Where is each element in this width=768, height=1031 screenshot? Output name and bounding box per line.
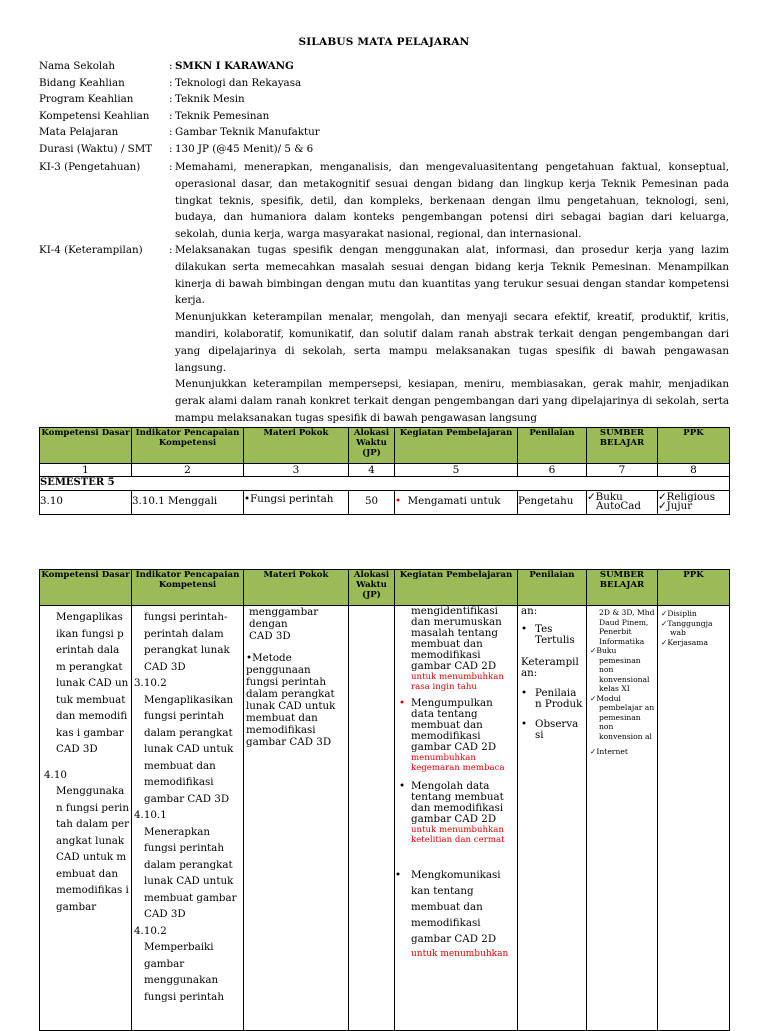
info-value: 130 JP (@45 Menit)/ 5 & 6 (175, 142, 314, 155)
col-number: 5 (395, 464, 518, 477)
info-label: Mata Pelajaran (39, 126, 119, 139)
info-label: Program Keahlian (39, 93, 134, 106)
header-materi: Materi Pokok (244, 428, 349, 464)
info-value: Teknik Mesin (175, 93, 245, 106)
penilaian-cell: Pengetahu (518, 491, 587, 515)
header-kegiatan: Kegiatan Pembelajaran (395, 428, 518, 464)
info-row: Bidang Keahlian : Teknologi dan Rekayasa (39, 75, 729, 92)
col-number: 2 (132, 464, 244, 477)
info-label: Durasi (Waktu) / SMT (39, 142, 153, 155)
penilaian-cell: an: • Tes Tertulis Keterampil an: • Penilaia n Produk • Observa si (518, 606, 587, 1031)
page-title: SILABUS MATA PELAJARAN (298, 36, 470, 48)
info-value: Teknologi dan Rekayasa (175, 76, 302, 89)
sumber-cell: 2D & 3D, Mhd Daud Pinem, Penerbit Informatika ✓ Buku pemesinan non konvensional kelas XI ✓ Modul pembelajar an pemesinan non konvension al ✓ Internet (587, 606, 658, 1031)
info-row: Mata Pelajaran : Gambar Teknik Manufaktur (39, 124, 729, 141)
header-kd: Kompetensi Dasar (40, 570, 132, 606)
col-number: 4 (349, 464, 395, 477)
ki4-label: KI-4 (Keterampilan) (39, 244, 143, 256)
info-label: Bidang Keahlian (39, 76, 125, 89)
col-number: 7 (587, 464, 658, 477)
header-ppk: PPK (658, 428, 730, 464)
col-number: 3 (244, 464, 349, 477)
ki3-block: KI-3 (Pengetahuan) : Memahami, menerapkan, menganalisis, dan mengevaluasitentang pengetahuan faktual, konseptual, operasional dasar, dan metakognitif sesuai dengan bidang dan lingkup kerja Teknik Pemesinan pada tingkat teknis, spesifik, detil, dan kompleks, berkenaan dengan ilmu pengetahuan, teknologi, seni, budaya, dan humaniora dalam konteks pengembangan potensi diri sebagai bagian dari keluarga, sekolah, dunia kerja, warga masyarakat nasional, regional, dan internasional. (39, 159, 729, 243)
alokasi-cell (349, 606, 395, 1031)
ki4-paragraph-1: Melaksanakan tugas spesifik dengan menggunakan alat, informasi, dan prosedur kerja yang lazim dilakukan serta memecahkan masalah sesuai dengan bidang kerja Teknik Pemesinan. Menampilkan kinerja di bawah bimbingan dengan mutu dan kuantitas yang terukur sesuai dengan standar kompetensi kerja. (175, 244, 729, 307)
info-value: SMKN I KARAWANG (175, 60, 294, 72)
ki4-paragraph-3: Menunjukkan keterampilan mempersepsi, kesiapan, meniru, membiasakan, gerak mahir, menjadikan gerak alami dalam ranah konkret terkait dengan pengembangan dari yang dipelajarinya di sekolah, serta mampu melaksanakan tugas spesifik di bawah pengawasan langsung (175, 378, 729, 424)
kd-cell: Mengaplikas ikan fungsi perintah dalam perangkat lunak CAD untuk membuat dan memodifikas i gambar CAD 3D 4.10 Menggunaka n fungsi perintah dalam perangkat lunak CAD untuk membuat dan memodifikas i gambar (40, 606, 132, 1031)
kd-cell: 3.10 (40, 491, 132, 515)
semester-label: SEMESTER 5 (40, 477, 730, 491)
col-number: 8 (658, 464, 730, 477)
header-sumber: SUMBER BELAJAR (587, 570, 658, 606)
ki3-label: KI-3 (Pengetahuan) (39, 161, 141, 173)
header-ipk: Indikator Pencapaian Kompetensi (132, 428, 244, 464)
info-label: Nama Sekolah (39, 60, 115, 72)
header-penilaian: Penilaian (518, 428, 587, 464)
header-kegiatan: Kegiatan Pembelajaran (395, 570, 518, 606)
ki4-block: KI-4 (Keterampilan) : Melaksanakan tugas spesifik dengan menggunakan alat, informasi, dan prosedur kerja yang lazim dilakukan serta memecahkan masalah sesuai dengan bidang kerja Teknik Pemesinan. Menampilkan kinerja di bawah bimbingan dengan mutu dan kuantitas yang terukur sesuai dengan standar kompetensi kerja. Menunjukkan keterampilan menalar, mengolah, dan menyaji secara efektif, kreatif, produktif, kritis, mandiri, kolaboratif, komunikatif, dan solutif dalam ranah abstrak terkait dengan pengembangan dari yang dipelajarinya di sekolah, serta mampu melaksanakan tugas spesifik di bawah pengawasan langsung. Menunjukkan keterampilan mempersepsi, kesiapan, meniru, membiasakan, gerak mahir, menjadikan gerak alami dalam ranah konkret terkait dengan pengembangan dari yang dipelajarinya di sekolah, serta mampu melaksanakan tugas spesifik di bawah pengawasan langsung (39, 242, 729, 427)
info-block (39, 58, 729, 158)
header-kd: Kompetensi Dasar (40, 428, 132, 464)
ppk-cell: ✓ Disiplin ✓ Tanggungja wab ✓ Kerjasama (658, 606, 730, 1031)
header-alokasi: Alokasi Waktu (JP) (349, 570, 395, 606)
header-materi: Materi Pokok (244, 570, 349, 606)
ki4-paragraph-2: Menunjukkan keterampilan menalar, mengolah, dan menyaji secara efektif, kreatif, produktif, kritis, mandiri, kolaboratif, komunikatif, dan solutif dalam ranah abstrak terkait dengan pengembangan dari yang dipelajarinya di sekolah, serta mampu melaksanakan tugas spesifik di bawah pengawasan langsung. (175, 311, 729, 374)
info-row: Nama Sekolah : SMKN I KARAWANG (39, 58, 729, 75)
info-row: Durasi (Waktu) / SMT : 130 JP (@45 Menit)/ 5 & 6 (39, 141, 729, 158)
info-row: Program Keahlian : Teknik Mesin (39, 91, 729, 108)
materi-cell: •Fungsi perintah (244, 491, 349, 515)
info-row: Kompetensi Keahlian : Teknik Pemesinan (39, 108, 729, 125)
col-number: 1 (40, 464, 132, 477)
col-number: 6 (518, 464, 587, 477)
header-alokasi: Alokasi Waktu (JP) (349, 428, 395, 464)
info-value: Teknik Pemesinan (175, 109, 270, 122)
alokasi-cell: 50 (349, 491, 395, 515)
sumber-cell: ✓ Buku AutoCad (587, 491, 658, 515)
header-ppk: PPK (658, 570, 730, 606)
header-sumber: SUMBER BELAJAR (587, 428, 658, 464)
syllabus-table-1 (39, 427, 730, 515)
ipk-cell: fungsi perintah-perintah dalam perangkat lunak CAD 3D 3.10.2 Mengaplikasikan fungsi perintah dalam perangkat lunak CAD untuk membuat dan memodifikasi gambar CAD 3D 4.10.1 Menerapkan fungsi perintah dalam perangkat lunak CAD untuk membuat gambar CAD 3D 4.10.2 Memperbaiki gambar menggunakan fungsi perintah (132, 606, 244, 1031)
ki3-text: Memahami, menerapkan, menganalisis, dan mengevaluasitentang pengetahuan faktual, konseptual, operasional dasar, dan metakognitif sesuai dengan bidang dan lingkup kerja Teknik Pemesinan pada tingkat teknis, spesifik, detil, dan kompleks, berkenaan dengan ilmu pengetahuan, teknologi, seni, budaya, dan humaniora dalam konteks pengembangan potensi diri sebagai bagian dari keluarga, sekolah, dunia kerja, warga masyarakat nasional, regional, dan internasional. (175, 161, 729, 241)
kegiatan-cell: • Mengamati untuk (395, 491, 518, 515)
ppk-cell: ✓ Religious ✓ Jujur (658, 491, 730, 515)
ipk-cell: 3.10.1 Menggali (132, 491, 244, 515)
materi-cell: menggambar dengan CAD 3D •Metode penggunaan fungsi perintah dalam perangkat lunak CAD untuk membuat dan memodifikasi gambar CAD 3D (244, 606, 349, 1031)
syllabus-table-2 (39, 569, 730, 1031)
header-ipk: Indikator Pencapaian Kompetensi (132, 570, 244, 606)
kegiatan-cell: mengidentifikasi dan merumuskan masalah tentang membuat dan memodifikasi gambar CAD 2D untuk menumbuhkan rasa ingin tahu • Mengumpulkan data tentang membuat dan memodifikasi gambar CAD 2D menumbuhkan kegemaran membaca • Mengolah data tentang membuat dan memodifikasi gambar CAD 2D untuk menumbuhkan ketelitian dan cermat • Mengkomunikasi kan tentang membuat dan memodifikasi gambar CAD 2D untuk menumbuhkan (395, 606, 518, 1031)
info-label: Kompetensi Keahlian (39, 109, 150, 122)
header-penilaian: Penilaian (518, 570, 587, 606)
info-value: Gambar Teknik Manufaktur (175, 126, 320, 139)
